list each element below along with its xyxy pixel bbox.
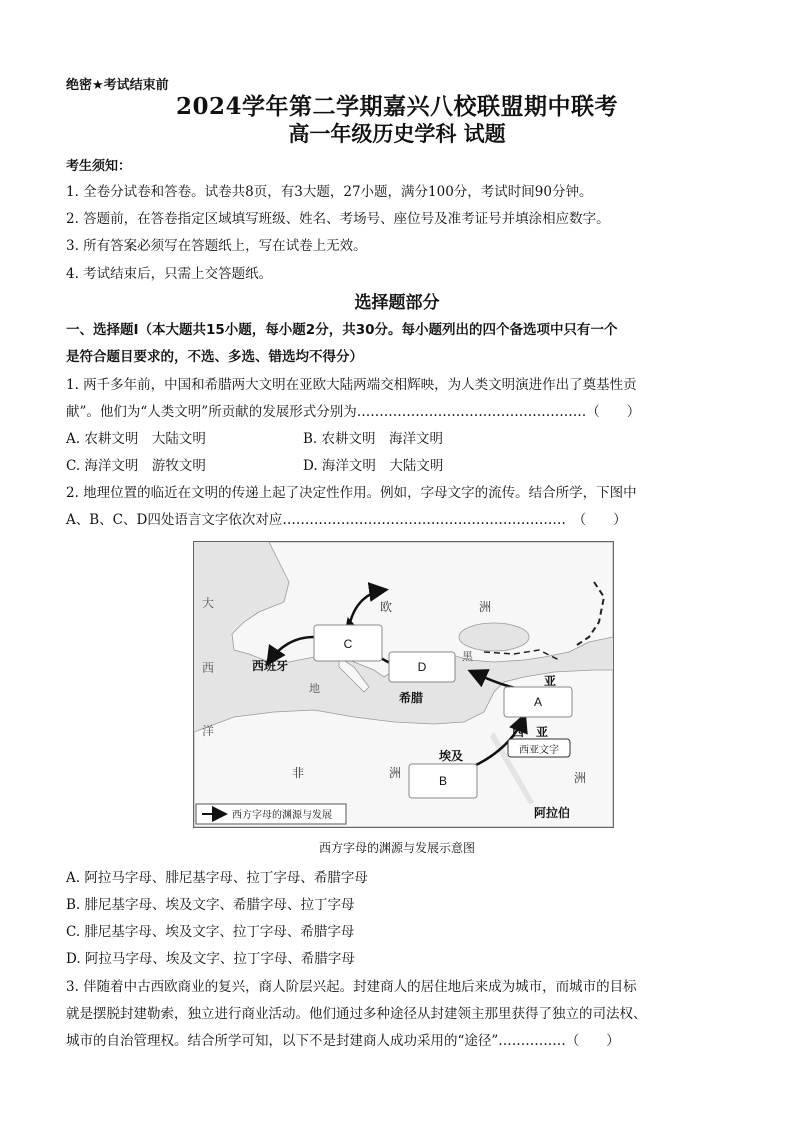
q1-option-b: B. 农耕文明 海洋文明: [303, 431, 444, 447]
label-arabia: 阿拉伯: [534, 806, 571, 820]
scan-fade: [300, 1050, 794, 1123]
q2-option-c: C. 腓尼基字母、埃及文字、拉丁字母、希腊字母: [66, 924, 355, 940]
q2-stem-line1: 2. 地理位置的临近在文明的传递上起了决定性作用。例如，字母文字的流传。结合所学，下图中: [66, 485, 637, 501]
q3-stem-line2: 就是摆脱封建勒索，独立进行商业活动。他们通过多种途径从封建领主那里获得了独立的司法权、: [66, 1006, 647, 1022]
label-zhou-eu: 洲: [479, 600, 492, 614]
label-hei-sea: 黑: [462, 651, 473, 663]
label-ou: 欧: [380, 600, 393, 614]
alphabet-origin-map: [193, 541, 614, 828]
label-xiya-script: 西亚文字: [519, 745, 559, 756]
notice-item: 1. 全卷分试卷和答卷。试卷共8页，有3大题，27小题，满分100分，考试时间90分钟。: [66, 184, 593, 200]
label-spain: 西班牙: [252, 659, 289, 673]
q3-stem-line3: 城市的自治管理权。结合所学可知，以下不是封建商人成功采用的“途径”……………（ ）: [66, 1033, 620, 1049]
notice-heading: 考生须知：: [66, 159, 132, 174]
part1-heading-line2: 是符合题目要求的，不选、多选、错选均不得分）: [66, 349, 363, 365]
q3-stem-line1: 3. 伴随着中古西欧商业的复兴，商人阶层兴起。封建商人的居住地后来成为城市，而城市的目标: [66, 979, 637, 995]
label-d: D: [417, 660, 427, 674]
q1-stem-line1: 1. 两千多年前，中国和希腊两大文明在亚欧大陆两端交相辉映，为人类文明演进作出了奠基性贡: [66, 377, 637, 393]
notice-item: 2. 答题前，在答卷指定区域填写班级、姓名、考场号、座位号及准考证号并填涂相应数字。: [66, 211, 610, 227]
q1-option-a: A. 农耕文明 大陆文明: [66, 431, 206, 447]
label-yang: 洋: [202, 724, 215, 738]
exam-subtitle: 高一年级历史学科 试题: [288, 121, 506, 146]
notice-item: 4. 考试结束后，只需上交答题纸。: [66, 266, 273, 282]
map-caption: 西方字母的渊源与发展示意图: [318, 841, 475, 855]
section-title: 选择题部分: [354, 293, 440, 313]
label-zhou-as: 洲: [574, 771, 587, 785]
confidential-mark: 绝密★考试结束前: [66, 78, 169, 93]
label-c: C: [343, 637, 353, 651]
label-di-sea: 地: [309, 683, 320, 695]
q2-option-b: B. 腓尼基字母、埃及文字、希腊字母、拉丁字母: [66, 897, 355, 913]
q1-stem-line2: 献”。他们为“人类文明”所贡献的发展形式分别为……………………………………………（ ）: [66, 404, 641, 420]
part1-heading-line1: 一、选择题Ⅰ（本大题共15小题，每小题2分，共30分。每小题列出的四个备选项中只有一个: [66, 322, 618, 338]
label-da: 大: [202, 596, 215, 610]
label-xi: 西: [202, 661, 215, 675]
q2-option-a: A. 阿拉马字母、腓尼基字母、拉丁字母、希腊字母: [66, 870, 368, 886]
exam-title: 2024学年第二学期嘉兴八校联盟期中联考: [175, 93, 618, 120]
q1-option-d: D. 海洋文明 大陆文明: [303, 458, 444, 474]
label-greece: 希腊: [399, 691, 424, 705]
label-fei: 非: [292, 766, 305, 780]
label-zhou-af: 洲: [389, 766, 402, 780]
legend-label: 西方字母的渊源与发展: [232, 810, 332, 821]
q2-stem-line2: A、B、C、D四处语言文字依次对应……………………………………………………… （ ）: [66, 512, 627, 528]
notice-item: 3. 所有答案必须写在答题纸上，写在试卷上无效。: [66, 238, 367, 254]
label-xiya: 西 亚: [512, 725, 549, 739]
q1-option-c: C. 海洋文明 游牧文明: [66, 458, 206, 474]
label-ya: 亚: [544, 674, 557, 688]
q2-option-d: D. 阿拉马字母、埃及文字、拉丁字母、希腊字母: [66, 951, 355, 967]
label-a: A: [533, 695, 543, 709]
black-sea: [459, 623, 529, 651]
label-egypt: 埃及: [439, 749, 464, 763]
label-b: B: [438, 774, 448, 788]
